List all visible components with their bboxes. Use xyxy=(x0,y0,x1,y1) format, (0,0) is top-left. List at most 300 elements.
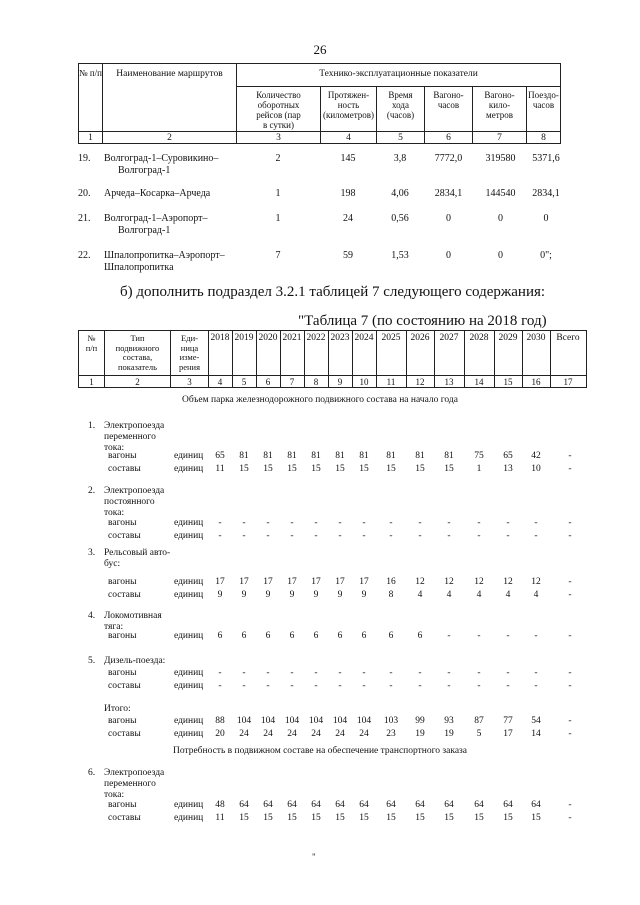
table-cell: - xyxy=(534,631,538,641)
table-cell: - xyxy=(568,518,572,528)
group-number: 1. xyxy=(88,421,96,431)
table-cell: 17 xyxy=(239,577,249,587)
table-row xyxy=(0,531,640,543)
t7-colnum: 14 xyxy=(474,377,484,387)
table-cell: 1 xyxy=(476,464,482,474)
table-cell: 104 xyxy=(260,716,276,726)
table-cell: 15 xyxy=(474,813,484,823)
t7-year: 2026 xyxy=(410,333,430,343)
table-cell: 17 xyxy=(359,577,369,587)
row-unit: единиц xyxy=(174,518,204,528)
table-cell: 4 xyxy=(417,590,423,600)
table-cell: - xyxy=(338,668,342,678)
t1-col-trips: Количество оборотных рейсов (пар в сутки) xyxy=(256,90,301,130)
table-row xyxy=(0,729,640,741)
table-cell: 81 xyxy=(359,451,369,461)
table-cell: - xyxy=(314,531,318,541)
row-unit: единиц xyxy=(174,813,204,823)
table-cell: 20 xyxy=(215,729,225,739)
table-cell: 93 xyxy=(444,716,454,726)
table-cell: - xyxy=(290,531,294,541)
row-label: составы xyxy=(108,729,141,739)
t1-header-bottom-line xyxy=(78,131,560,132)
table-row xyxy=(0,577,640,589)
page-number: 26 xyxy=(313,42,327,57)
t7-colnum: 9 xyxy=(337,377,343,387)
table-cell: 15 xyxy=(335,813,345,823)
t1-colnum: 2 xyxy=(167,133,172,143)
row-label: составы xyxy=(108,813,141,823)
table-cell: 16 xyxy=(386,577,396,587)
table-cell: - xyxy=(447,531,451,541)
table7-caption: "Таблица 7 (по состоянию на 2018 год) xyxy=(298,313,547,329)
t1-vline xyxy=(560,63,561,144)
row-label: составы xyxy=(108,531,141,541)
amendment-text: б) дополнить подраздел 3.2.1 таблицей 7 следующего содержания: xyxy=(120,284,546,300)
table-cell: 9 xyxy=(265,590,271,600)
table-cell: 19 xyxy=(444,729,454,739)
table-cell: 24 xyxy=(359,729,369,739)
t7-colnum: 8 xyxy=(313,377,319,387)
t7-year: 2024 xyxy=(354,333,374,343)
table-cell: - xyxy=(506,631,510,641)
table-cell: - xyxy=(568,631,572,641)
table-cell: 4 xyxy=(533,590,539,600)
row-label: вагоны xyxy=(108,800,137,810)
table-cell: - xyxy=(218,531,222,541)
table-cell: 15 xyxy=(415,813,425,823)
table-cell: - xyxy=(506,531,510,541)
t1-colnum: 1 xyxy=(88,133,93,143)
table-cell: - xyxy=(314,668,318,678)
table-cell: - xyxy=(314,681,318,691)
row-unit: единиц xyxy=(174,681,204,691)
table-cell: 64 xyxy=(415,800,425,810)
table-cell: 64 xyxy=(386,800,396,810)
table-cell: - xyxy=(338,518,342,528)
table-cell: - xyxy=(568,813,572,823)
t7-numbers-bottom-line xyxy=(78,387,586,388)
table-cell: 4 xyxy=(476,590,482,600)
table-row xyxy=(0,451,640,463)
table-cell: - xyxy=(338,531,342,541)
t7-colnum: 17 xyxy=(563,377,573,387)
table-cell: 17 xyxy=(263,577,273,587)
table-cell: - xyxy=(362,668,366,678)
table-cell: - xyxy=(218,518,222,528)
t7-header-unit: Еди- ница изме- рения xyxy=(178,333,201,372)
table-cell: - xyxy=(447,668,451,678)
table-cell: 64 xyxy=(287,800,297,810)
group-number: 5. xyxy=(88,656,96,666)
t7-year: 2027 xyxy=(439,333,459,343)
group-number: 4. xyxy=(88,611,96,621)
table-cell: 15 xyxy=(444,464,454,474)
route-name: Волгоград-1–Суровикино– Волгоград-1 xyxy=(104,153,219,176)
table-cell: 81 xyxy=(311,451,321,461)
table-cell: 15 xyxy=(386,813,396,823)
table-cell: 8 xyxy=(388,590,394,600)
table-cell: 64 xyxy=(263,800,273,810)
table-cell: 6 xyxy=(388,631,394,641)
table-cell: 6 xyxy=(417,631,423,641)
table-cell: 64 xyxy=(359,800,369,810)
table-cell: 104 xyxy=(308,716,324,726)
table-cell: - xyxy=(506,681,510,691)
table-cell: 81 xyxy=(444,451,454,461)
table-cell: 11 xyxy=(215,813,225,823)
table-cell: 104 xyxy=(236,716,252,726)
table-cell: - xyxy=(568,800,572,810)
row-unit: единиц xyxy=(174,800,204,810)
table-cell: - xyxy=(447,681,451,691)
table-cell: 65 xyxy=(215,451,225,461)
table-cell: - xyxy=(266,531,270,541)
table-cell: 12 xyxy=(503,577,513,587)
t7-colnum: 10 xyxy=(359,377,369,387)
table-cell: - xyxy=(242,531,246,541)
table-cell: 24 xyxy=(335,729,345,739)
t1-numbers-bottom-line xyxy=(78,143,560,144)
table-cell: - xyxy=(290,518,294,528)
table-cell: - xyxy=(568,531,572,541)
table-cell: 9 xyxy=(241,590,247,600)
table-cell: - xyxy=(568,681,572,691)
table-cell: - xyxy=(290,681,294,691)
table-cell: 15 xyxy=(239,464,249,474)
row-unit: единиц xyxy=(174,668,204,678)
table-cell: - xyxy=(568,590,572,600)
table-cell: 17 xyxy=(335,577,345,587)
table-cell: 19 xyxy=(415,729,425,739)
table-cell: - xyxy=(389,531,393,541)
table-cell: - xyxy=(506,668,510,678)
table-row xyxy=(0,590,640,602)
table-cell: - xyxy=(242,681,246,691)
t7-colnum: 7 xyxy=(289,377,295,387)
table-cell: 23 xyxy=(386,729,396,739)
table-cell: 9 xyxy=(289,590,295,600)
row-unit: единиц xyxy=(174,464,204,474)
t1-header-group: Технико-эксплуатационные показатели xyxy=(319,69,478,79)
table-cell: - xyxy=(418,681,422,691)
t1-top-line xyxy=(78,63,560,64)
table-cell: 15 xyxy=(335,464,345,474)
t1-colnum: 3 xyxy=(276,133,281,143)
table-cell: - xyxy=(534,668,538,678)
group-number: 2. xyxy=(88,486,96,496)
table-cell: 6 xyxy=(289,631,295,641)
t1-colnum: 8 xyxy=(541,133,546,143)
t7-header-type: Тип подвижного состава, показатель xyxy=(115,333,160,372)
t7-year: 2030 xyxy=(526,333,546,343)
table-cell: - xyxy=(568,668,572,678)
t7-colnum: 13 xyxy=(444,377,454,387)
group-number: 3. xyxy=(88,548,96,558)
table-cell: 15 xyxy=(444,813,454,823)
table-cell: 6 xyxy=(361,631,367,641)
table-cell: - xyxy=(218,668,222,678)
row-unit: единиц xyxy=(174,729,204,739)
t7-colnum: 3 xyxy=(187,377,192,387)
table-cell: 77 xyxy=(503,716,513,726)
table-cell: - xyxy=(266,668,270,678)
table-cell: - xyxy=(418,518,422,528)
t7-colnum: 11 xyxy=(386,377,396,387)
t7-colnum: 16 xyxy=(531,377,541,387)
t7-year: 2022 xyxy=(306,333,326,343)
row-unit: единиц xyxy=(174,590,204,600)
table-cell: 15 xyxy=(263,464,273,474)
table-cell: 64 xyxy=(311,800,321,810)
t1-colnum: 7 xyxy=(497,133,502,143)
table-cell: 81 xyxy=(386,451,396,461)
table-cell: - xyxy=(389,518,393,528)
closing-quote-mark: " xyxy=(312,852,316,862)
table-cell: 64 xyxy=(444,800,454,810)
table-row xyxy=(0,518,640,530)
table-cell: 11 xyxy=(215,464,225,474)
table-cell: - xyxy=(477,668,481,678)
table-cell: 81 xyxy=(415,451,425,461)
t7-top-line xyxy=(78,330,586,331)
table-cell: 87 xyxy=(474,716,484,726)
table-row xyxy=(0,681,640,693)
table-cell: 24 xyxy=(239,729,249,739)
t7-year: 2018 xyxy=(210,333,230,343)
table-cell: 13 xyxy=(503,464,513,474)
table-cell: - xyxy=(290,668,294,678)
t1-header-name: Наименование маршрутов xyxy=(116,69,223,79)
table-cell: 24 xyxy=(287,729,297,739)
t7-year: 2025 xyxy=(381,333,401,343)
table-cell: - xyxy=(314,518,318,528)
t7-year: 2029 xyxy=(498,333,518,343)
t1-col-time: Время хода (часов) xyxy=(386,90,415,120)
table-cell: 6 xyxy=(265,631,271,641)
table-cell: - xyxy=(568,451,572,461)
t1-colnum: 4 xyxy=(346,133,351,143)
row-label: вагоны xyxy=(108,716,137,726)
table-cell: 9 xyxy=(217,590,223,600)
table-row: 20. Арчеда–Косарка–Арчеда 1 198 4,06 2834,1 144540 2834,1 xyxy=(78,188,560,199)
row-unit: единиц xyxy=(174,531,204,541)
row-unit: единиц xyxy=(174,716,204,726)
table-cell: 4 xyxy=(446,590,452,600)
table-cell: - xyxy=(218,681,222,691)
group-name: Электропоезда переменного тока: xyxy=(104,768,165,800)
table-cell: - xyxy=(362,531,366,541)
t7-total-header: Всего xyxy=(556,333,580,343)
table-cell: 9 xyxy=(337,590,343,600)
row-unit: единиц xyxy=(174,631,204,641)
t1-col-car-hours: Вагоно- часов xyxy=(433,90,464,110)
table-cell: - xyxy=(418,668,422,678)
table-cell: 15 xyxy=(263,813,273,823)
table-cell: - xyxy=(477,681,481,691)
table-cell: - xyxy=(477,518,481,528)
t1-header-num: № п/п xyxy=(79,68,102,78)
table-cell: 104 xyxy=(356,716,372,726)
t7-colnum: 6 xyxy=(265,377,271,387)
table-row: 19. Волгоград-1–Суровикино– Волгоград-1 2 145 3,8 7772,0 319580 5371,6 xyxy=(78,153,560,176)
table-cell: 42 xyxy=(531,451,541,461)
group-name: Электропоезда постоянного тока: xyxy=(104,486,165,518)
table-cell: 5 xyxy=(476,729,482,739)
table-row xyxy=(0,800,640,812)
table-cell: - xyxy=(362,518,366,528)
table-cell: 65 xyxy=(503,451,513,461)
route-name: Шпалопропитка–Аэропорт– Шпалопропитка xyxy=(104,250,225,273)
table-cell: 64 xyxy=(239,800,249,810)
route-name: Арчеда–Косарка–Арчеда xyxy=(104,188,211,199)
table-cell: - xyxy=(266,518,270,528)
table-cell: 15 xyxy=(311,464,321,474)
table-cell: 104 xyxy=(332,716,348,726)
table-cell: - xyxy=(447,631,451,641)
table-cell: 75 xyxy=(474,451,484,461)
row-label: составы xyxy=(108,464,141,474)
row-label: вагоны xyxy=(108,451,137,461)
table-cell: 15 xyxy=(415,464,425,474)
t1-colnum: 5 xyxy=(398,133,403,143)
table-cell: 64 xyxy=(335,800,345,810)
table-cell: 104 xyxy=(284,716,300,726)
table-cell: - xyxy=(266,681,270,691)
t7-colnum: 2 xyxy=(135,377,140,387)
table-cell: - xyxy=(534,681,538,691)
table-row: 21. Волгоград-1–Аэропорт– Волгоград-1 1 24 0,56 0 0 0 xyxy=(78,213,549,236)
table-cell: 15 xyxy=(503,813,513,823)
table-cell: 99 xyxy=(415,716,425,726)
table-row xyxy=(0,668,640,680)
table-cell: 15 xyxy=(287,464,297,474)
table-cell: 4 xyxy=(505,590,511,600)
table-cell: 10 xyxy=(531,464,541,474)
t7-colnum: 4 xyxy=(217,377,223,387)
table-cell: - xyxy=(418,531,422,541)
table-cell: 17 xyxy=(215,577,225,587)
table-cell: - xyxy=(389,668,393,678)
t7-header-num: № п/п xyxy=(85,333,98,353)
table-cell: - xyxy=(447,518,451,528)
row-label: вагоны xyxy=(108,668,137,678)
t7-year: 2019 xyxy=(234,333,254,343)
t7-vline xyxy=(586,330,587,388)
t7-year: 2023 xyxy=(330,333,350,343)
t7-colnum: 5 xyxy=(241,377,247,387)
table-cell: - xyxy=(242,668,246,678)
table-cell: 12 xyxy=(444,577,454,587)
table-cell: 54 xyxy=(531,716,541,726)
table-cell: - xyxy=(568,577,572,587)
section-title-demand: Потребность в подвижном составе на обеспечение транспортного заказа xyxy=(172,746,468,756)
table-cell: 6 xyxy=(337,631,343,641)
group-number: 6. xyxy=(88,768,96,778)
table-cell: 15 xyxy=(287,813,297,823)
t7-colnum: 15 xyxy=(503,377,513,387)
table-cell: - xyxy=(477,631,481,641)
t7-year: 2020 xyxy=(258,333,278,343)
row-label: вагоны xyxy=(108,518,137,528)
table-cell: 9 xyxy=(361,590,367,600)
t1-col-car-km: Вагоно- кило- метров xyxy=(484,90,515,120)
table-cell: 12 xyxy=(415,577,425,587)
table-row xyxy=(0,716,640,728)
table-cell: - xyxy=(338,681,342,691)
table-cell: 24 xyxy=(263,729,273,739)
t1-col-length: Протяжен- ность (километров) xyxy=(323,90,374,120)
group-name: Рельсовый авто- бус: xyxy=(104,548,171,569)
table-cell: 81 xyxy=(335,451,345,461)
table-cell: - xyxy=(242,518,246,528)
t7-header-bottom-line xyxy=(78,375,586,376)
row-label: составы xyxy=(108,681,141,691)
t7-colnum: 1 xyxy=(89,377,94,387)
table-cell: 103 xyxy=(383,716,399,726)
table-cell: 6 xyxy=(217,631,223,641)
table-cell: - xyxy=(568,729,572,739)
group-name: Локомотивная тяга: xyxy=(104,611,162,632)
table-row: 22. Шпалопропитка–Аэропорт– Шпалопропитка 7 59 1,53 0 0 0"; xyxy=(78,250,552,273)
table-cell: 15 xyxy=(239,813,249,823)
row-label: вагоны xyxy=(108,631,137,641)
row-label: вагоны xyxy=(108,577,137,587)
table-cell: - xyxy=(534,531,538,541)
table-cell: - xyxy=(362,681,366,691)
group-name: Итого: xyxy=(104,704,131,714)
t7-colnum: 12 xyxy=(415,377,425,387)
table-cell: 15 xyxy=(359,464,369,474)
section-title-fleet: Объем парка железнодорожного подвижного состава на начало года xyxy=(182,395,458,405)
table-cell: - xyxy=(568,464,572,474)
table-cell: - xyxy=(389,681,393,691)
table-cell: 64 xyxy=(531,800,541,810)
table-row xyxy=(0,813,640,825)
row-unit: единиц xyxy=(174,577,204,587)
table-cell: 17 xyxy=(311,577,321,587)
t1-col-train-hours: Поездо- часов xyxy=(528,90,559,110)
group-name: Дизель-поезда: xyxy=(104,656,166,666)
table-row xyxy=(0,464,640,476)
table-cell: - xyxy=(506,518,510,528)
row-unit: единиц xyxy=(174,451,204,461)
table-cell: - xyxy=(477,531,481,541)
table-cell: 17 xyxy=(287,577,297,587)
table-cell: 24 xyxy=(311,729,321,739)
table-cell: 15 xyxy=(386,464,396,474)
row-label: составы xyxy=(108,590,141,600)
table-cell: 15 xyxy=(531,813,541,823)
table-cell: 81 xyxy=(287,451,297,461)
table-cell: 15 xyxy=(359,813,369,823)
table-cell: 81 xyxy=(263,451,273,461)
table-cell: 64 xyxy=(474,800,484,810)
table-cell: 9 xyxy=(313,590,319,600)
table-cell: 48 xyxy=(215,800,225,810)
table-cell: 15 xyxy=(311,813,321,823)
table-cell: 6 xyxy=(313,631,319,641)
table-cell: 12 xyxy=(474,577,484,587)
t1-colnum: 6 xyxy=(446,133,451,143)
table-cell: 81 xyxy=(239,451,249,461)
table-cell: - xyxy=(568,716,572,726)
t7-year: 2021 xyxy=(282,333,302,343)
table-cell: 64 xyxy=(503,800,513,810)
table-cell: 17 xyxy=(503,729,513,739)
table-cell: 6 xyxy=(241,631,247,641)
t7-year: 2028 xyxy=(469,333,489,343)
